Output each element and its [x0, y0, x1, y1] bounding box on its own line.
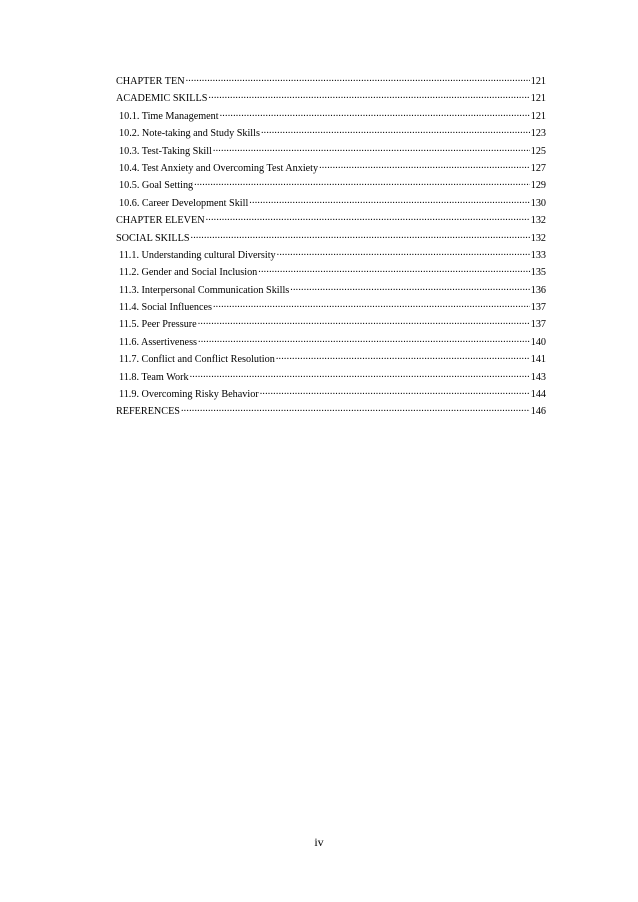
toc-entry-page: 127: [530, 162, 546, 174]
toc-leader-dots: [249, 196, 529, 206]
toc-entry-title: ACADEMIC SKILLS: [116, 93, 208, 105]
toc-entry-title: 11.3. Interpersonal Communication Skills: [119, 284, 290, 296]
toc-entry-page: 121: [530, 93, 546, 105]
toc-entry-page: 129: [530, 180, 546, 192]
toc-entry-interpersonal-communication[interactable]: [116, 282, 546, 299]
toc-entry-page: 130: [530, 197, 546, 209]
toc-entry-assertiveness[interactable]: [116, 334, 546, 351]
toc-entry-peer-pressure[interactable]: [116, 316, 546, 333]
toc-leader-dots: [191, 231, 530, 241]
toc-entry-page: 141: [530, 354, 546, 366]
toc-leader-dots: [198, 335, 530, 345]
toc-entry-references[interactable]: [116, 403, 546, 420]
toc-entry-title: 10.1. Time Management: [119, 110, 219, 122]
toc-entry-time-management[interactable]: [116, 108, 546, 125]
toc-entry-page: 121: [530, 110, 546, 122]
toc-entry-social-skills[interactable]: [116, 230, 546, 247]
toc-entry-title: 10.6. Career Development Skill: [119, 197, 249, 209]
toc-leader-dots: [258, 265, 529, 275]
toc-entry-title: SOCIAL SKILLS: [116, 232, 190, 244]
toc-leader-dots: [190, 370, 530, 380]
toc-entry-page: 136: [530, 284, 546, 296]
toc-entry-page: 137: [530, 302, 546, 314]
toc-entry-title: 11.5. Peer Pressure: [119, 319, 197, 331]
toc-entry-goal-setting[interactable]: [116, 177, 546, 194]
toc-entry-title: CHAPTER TEN: [116, 76, 185, 87]
toc-entry-title: 10.3. Test-Taking Skill: [119, 145, 212, 157]
table-of-contents: [116, 73, 546, 421]
toc-entry-page: 133: [530, 249, 546, 261]
toc-leader-dots: [319, 161, 530, 171]
toc-entry-chapter-ten[interactable]: [116, 73, 546, 90]
toc-entry-note-taking[interactable]: [116, 125, 546, 142]
toc-entry-conflict-resolution[interactable]: [116, 351, 546, 368]
toc-entry-page: 123: [530, 128, 546, 140]
toc-entry-page: 143: [530, 371, 546, 383]
toc-leader-dots: [290, 283, 529, 293]
toc-entry-title: 10.5. Goal Setting: [119, 180, 194, 192]
toc-entry-page: 146: [530, 406, 546, 418]
toc-entry-page: 137: [530, 319, 546, 331]
toc-entry-title: 11.9. Overcoming Risky Behavior: [119, 389, 259, 401]
toc-entry-page: 132: [530, 232, 546, 244]
toc-entry-career-development[interactable]: [116, 195, 546, 212]
toc-entry-gender-inclusion[interactable]: [116, 264, 546, 281]
toc-entry-title: 11.4. Social Influences: [119, 302, 212, 314]
toc-leader-dots: [277, 248, 530, 258]
page-number: iv: [314, 835, 324, 849]
toc-entry-team-work[interactable]: [116, 369, 546, 386]
toc-entry-title: 11.2. Gender and Social Inclusion: [119, 267, 258, 279]
toc-entry-social-influences[interactable]: [116, 299, 546, 316]
toc-entry-academic-skills[interactable]: [116, 90, 546, 107]
toc-leader-dots: [260, 387, 530, 397]
toc-entry-chapter-eleven[interactable]: [116, 212, 546, 229]
toc-entry-title: REFERENCES: [116, 406, 180, 418]
toc-entry-page: 140: [530, 336, 546, 348]
toc-leader-dots: [181, 404, 530, 414]
toc-leader-dots: [198, 317, 530, 327]
toc-entry-page: 135: [530, 267, 546, 279]
toc-leader-dots: [220, 109, 530, 119]
toc-entry-title: 11.1. Understanding cultural Diversity: [119, 249, 276, 261]
toc-entry-cultural-diversity[interactable]: [116, 247, 546, 264]
toc-entry-test-taking[interactable]: [116, 143, 546, 160]
toc-entry-page: 125: [530, 145, 546, 157]
toc-entry-title: 11.7. Conflict and Conflict Resolution: [119, 354, 275, 366]
toc-entry-title: 10.2. Note-taking and Study Skills: [119, 128, 260, 140]
toc-leader-dots: [208, 91, 529, 101]
toc-leader-dots: [276, 352, 530, 362]
toc-entry-risky-behavior[interactable]: [116, 386, 546, 403]
toc-leader-dots: [194, 178, 530, 188]
toc-leader-dots: [213, 144, 530, 154]
toc-entry-test-anxiety[interactable]: [116, 160, 546, 177]
toc-entry-title: CHAPTER ELEVEN: [116, 215, 205, 227]
toc-entry-page: 144: [530, 389, 546, 401]
toc-entry-page: 121: [530, 76, 546, 87]
toc-entry-page: 132: [530, 215, 546, 227]
toc-entry-title: 11.8. Team Work: [119, 371, 189, 383]
toc-leader-dots: [206, 213, 530, 223]
toc-entry-title: 11.6. Assertiveness: [119, 336, 198, 348]
toc-entry-title: 10.4. Test Anxiety and Overcoming Test Anxiety: [119, 162, 319, 174]
toc-leader-dots: [186, 74, 530, 84]
toc-leader-dots: [213, 300, 530, 310]
toc-leader-dots: [261, 126, 530, 136]
